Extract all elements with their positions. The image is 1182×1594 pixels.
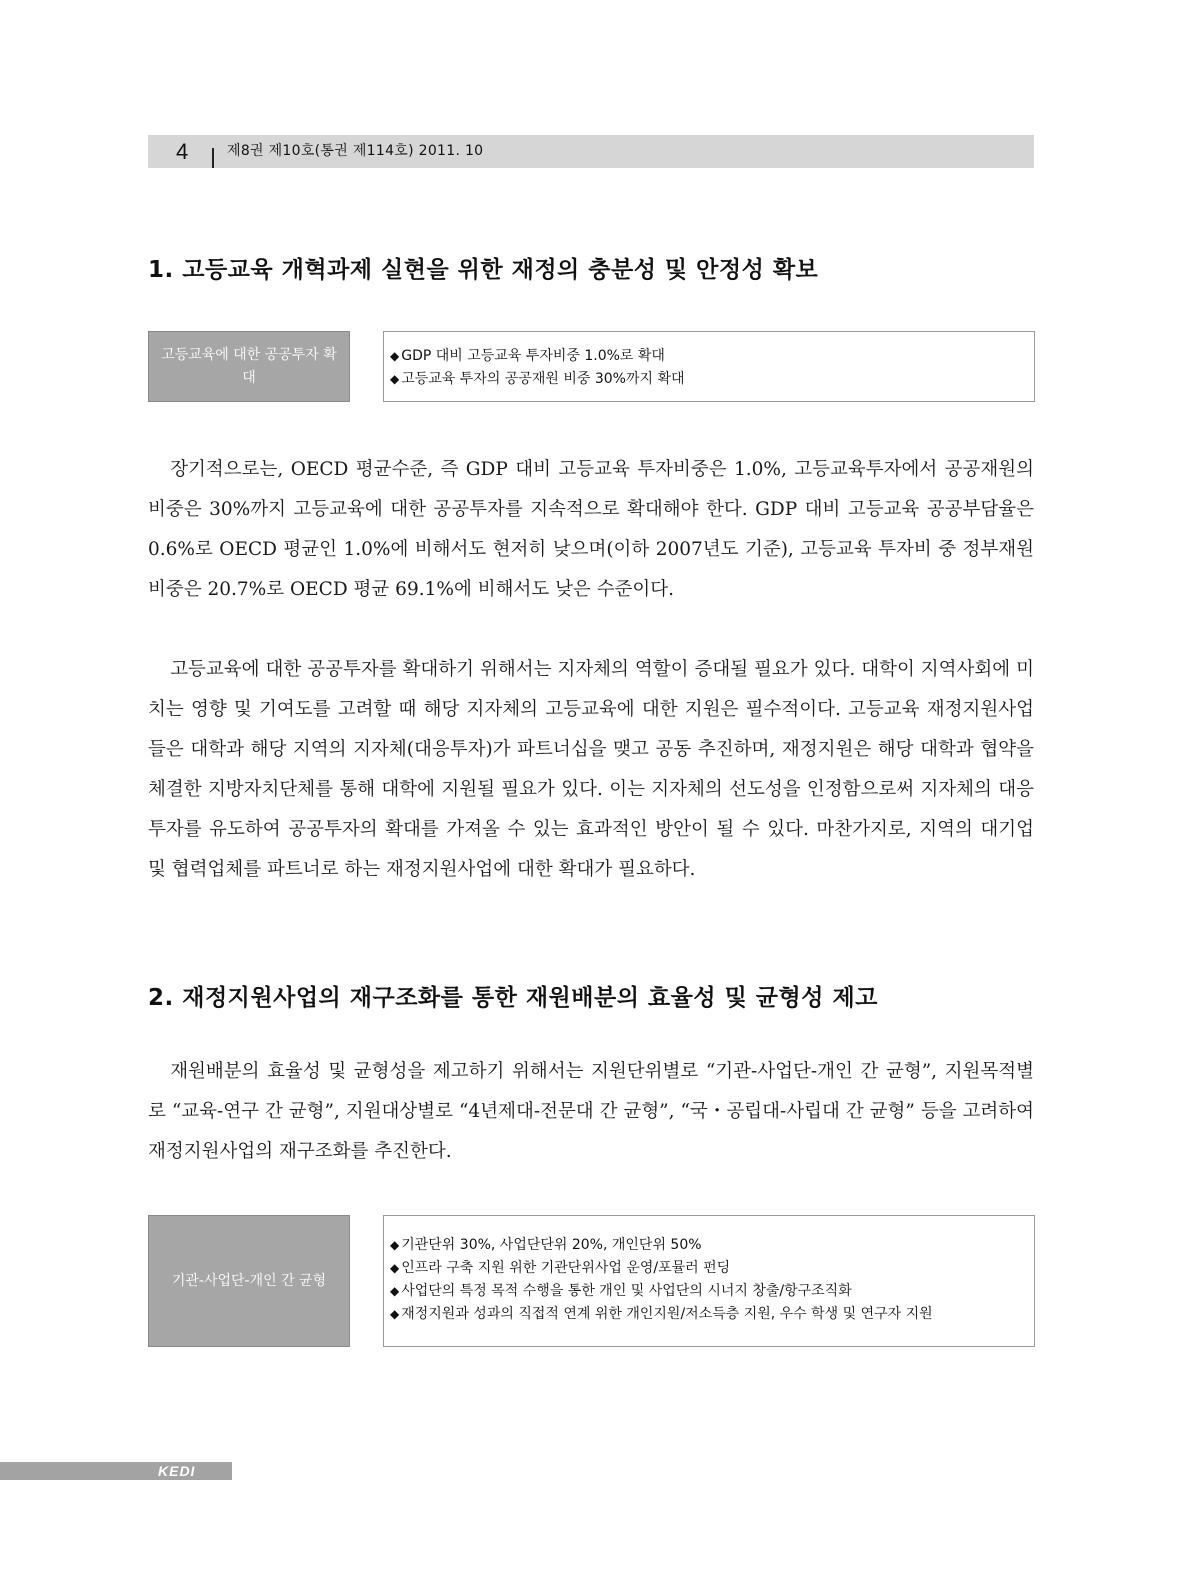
diamond-bullet-icon: ◆ (390, 349, 400, 363)
diamond-bullet-icon: ◆ (390, 372, 400, 386)
list-item: ◆ 재정지원과 성과의 직접적 연계 위한 개인지원/저소득층 지원, 우수 학생 및 연구자 지원 (390, 1306, 933, 1322)
diamond-bullet-icon: ◆ (390, 1284, 400, 1298)
section2-box-content (383, 1215, 1035, 1347)
issue-info: 제8권 제10호(통권 제114호) 2011. 10 (227, 143, 484, 159)
diamond-bullet-icon: ◆ (390, 1238, 400, 1252)
kedi-logo: KEDI (158, 1463, 196, 1479)
footer-bar (0, 1462, 232, 1480)
diamond-bullet-icon: ◆ (390, 1307, 400, 1321)
section1-paragraph-2: 고등교육에 대한 공공투자를 확대하기 위해서는 지자체의 역할이 증대될 필요가 있다. 대학이 지역사회에 미치는 영향 및 기여도를 고려할 때 해당 지자체의 고등교육에 대한 지원은 필수적이다. 고등교육 재정지원사업들은 대학과 해당 지역의 지자체(대응투자)가 파트너십을 맺고 공동 추진하며, 재정지원은 해당 대학과 협약을 체결한 지방자치단체를 통해 대학에 지원될 필요가 있다. 이는 지자체의 선도성을 인정함으로써 지자체의 대응투자를 유도하여 공공투자의 확대를 가져올 수 있는 효과적인 방안이 될 수 있다. 마찬가지로, 지역의 대기업 및 협력업체를 파트너로 하는 재정지원사업에 대한 확대가 필요하다. (148, 659, 1035, 880)
list-item: ◆ 고등교육 투자의 공공재원 비중 30%까지 확대 (390, 371, 685, 387)
section2-box-label-text: 기관-사업단-개인 간 균형 (171, 1272, 327, 1289)
diamond-bullet-icon: ◆ (390, 1261, 400, 1275)
section2-bullet-list (390, 1234, 1034, 1326)
header-divider (212, 148, 214, 168)
section2-paragraph: 재원배분의 효율성 및 균형성을 제고하기 위해서는 지원단위별로 “기관-사업단-개인 간 균형”, 지원목적별로 “교육-연구 간 균형”, 지원대상별로 “4년제대-전문대 간 균형”, “국・공립대-사립대 간 균형” 등을 고려하여 재정지원사업의 재구조화를 추진한다. (148, 1061, 1034, 1162)
list-item: ◆ 기관단위 30%, 사업단단위 20%, 개인단위 50% (390, 1237, 702, 1253)
section1-title: 1. 고등교육 개혁과제 실현을 위한 재정의 충분성 및 안정성 확보 (148, 257, 819, 283)
section1-bullet-list (390, 345, 1034, 391)
section1-paragraph-1: 장기적으로는, OECD 평균수준, 즉 GDP 대비 고등교육 투자비중은 1.0%, 고등교육투자에서 공공재원의 비중은 30%까지 고등교육에 대한 공공투자를 지속적으로 확대해야 한다. GDP 대비 고등교육 공공부담율은 0.6%로 OECD 평균인 1.0%에 비해서도 현저히 낮으며(이하 2007년도 기준), 고등교육 투자비 중 정부재원 비중은 20.7%로 OECD 평균 69.1%에 비해서도 낮은 수준이다. (148, 459, 1034, 600)
section2-box-label (148, 1215, 350, 1347)
list-item: ◆ 인프라 구축 지원 위한 기관단위사업 운영/포뮬러 펀딩 (390, 1260, 731, 1276)
section1-box-content (383, 331, 1035, 402)
list-item: ◆ GDP 대비 고등교육 투자비중 1.0%로 확대 (390, 348, 665, 364)
section2-title: 2. 재정지원사업의 재구조화를 통한 재원배분의 효율성 및 균형성 제고 (148, 985, 878, 1011)
section1-box-label (148, 331, 350, 402)
page-number: 4 (176, 139, 189, 164)
list-item: ◆ 사업단의 특정 목적 수행을 통한 개인 및 사업단의 시너지 창출/항구조직화 (390, 1283, 852, 1299)
section1-box-label-text: 고등교육에 대한 공공투자 확대 (161, 346, 337, 386)
